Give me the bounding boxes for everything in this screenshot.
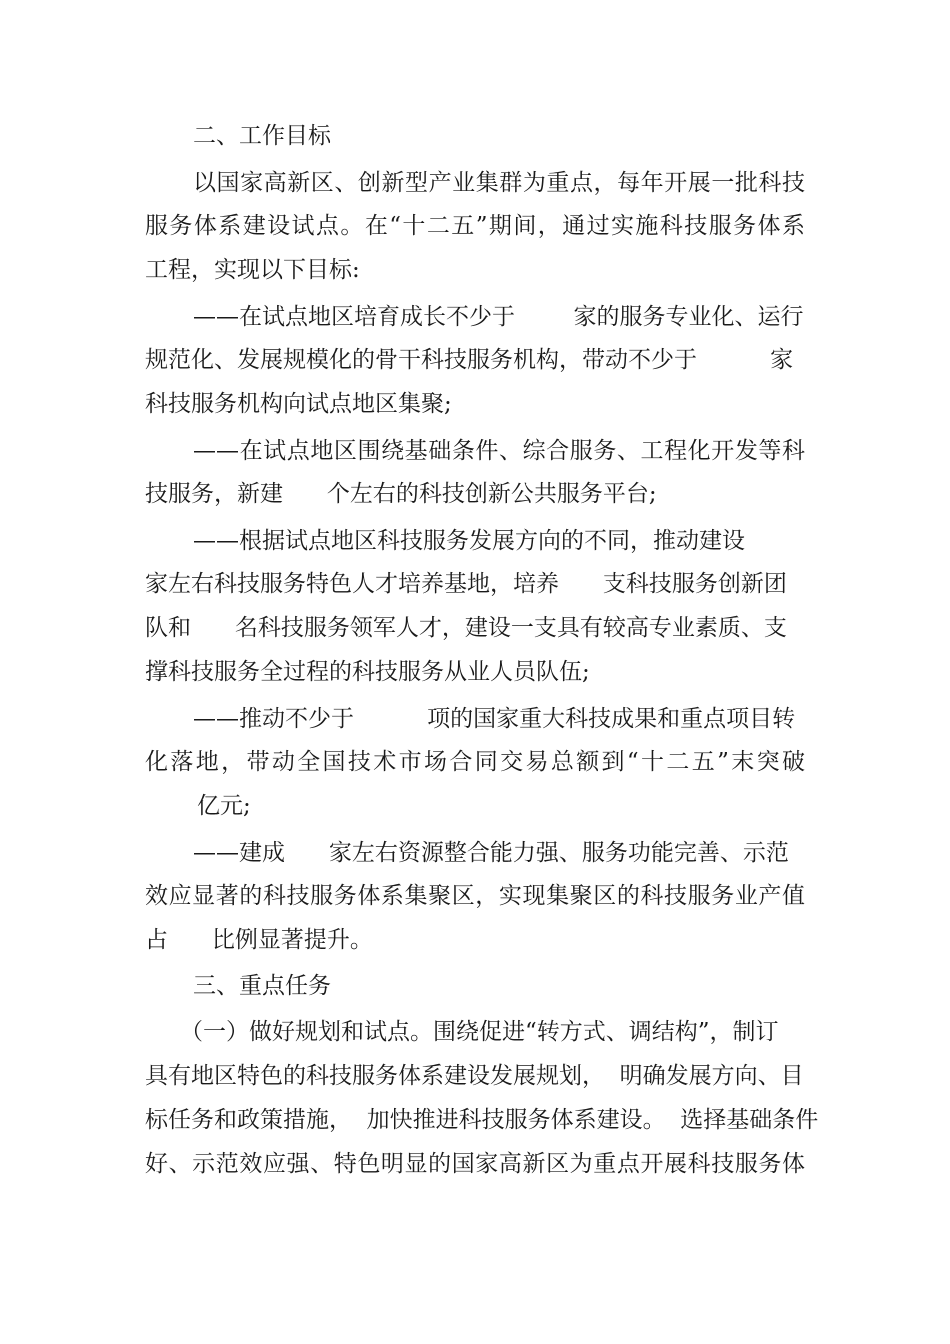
section-heading: 二、工作目标 <box>193 123 331 149</box>
body-line: 服务体系建设试点。在“十二五”期间，通过实施科技服务体系 <box>145 213 805 239</box>
body-line: 队和 名科技服务领军人才，建设一支具有较高专业素质、支 <box>145 615 787 641</box>
body-line: 规范化、发展规模化的骨干科技服务机构，带动不少于 家 <box>145 347 794 373</box>
body-line: 标任务和政策措施， 加快推进科技服务体系建设。 选择基础条件 <box>145 1107 819 1133</box>
body-line: （一）做好规划和试点。围绕促进“转方式、调结构”，制订 <box>180 1019 779 1045</box>
body-line: ——建成 家左右资源整合能力强、服务功能完善、示范 <box>193 840 789 866</box>
body-line: 家左右科技服务特色人才培养基地，培养 支科技服务创新团 <box>145 571 787 597</box>
body-line: 亿元; <box>197 793 251 819</box>
body-line: 撑科技服务全过程的科技服务从业人员队伍; <box>145 659 590 685</box>
body-line: 占 比例显著提升。 <box>145 927 373 953</box>
body-line: ——在试点地区围绕基础条件、综合服务、工程化开发等科 <box>193 438 805 464</box>
body-line: ——根据试点地区科技服务发展方向的不同，推动建设 <box>193 528 745 554</box>
body-line: 好、示范效应强、特色明显的国家高新区为重点开展科技服务体 <box>145 1151 805 1177</box>
body-line: 工程，实现以下目标: <box>145 257 360 283</box>
body-line: 效应显著的科技服务体系集聚区，实现集聚区的科技服务业产值 <box>145 883 805 909</box>
body-line: 具有地区特色的科技服务体系建设发展规划， 明确发展方向、目 <box>145 1063 804 1089</box>
body-line: 以国家高新区、创新型产业集群为重点，每年开展一批科技 <box>193 170 805 196</box>
body-line: ——在试点地区培育成长不少于 家的服务专业化、运行 <box>193 304 804 330</box>
body-line: 技服务，新建 个左右的科技创新公共服务平台; <box>145 481 657 507</box>
body-line: 科技服务机构向试点地区集聚; <box>145 391 452 417</box>
body-line: ——推动不少于 项的国家重大科技成果和重点项目转 <box>193 706 796 732</box>
body-line: 化落地，带动全国技术市场合同交易总额到“十二五”末突破 <box>145 749 805 775</box>
section-heading: 三、重点任务 <box>193 973 331 999</box>
